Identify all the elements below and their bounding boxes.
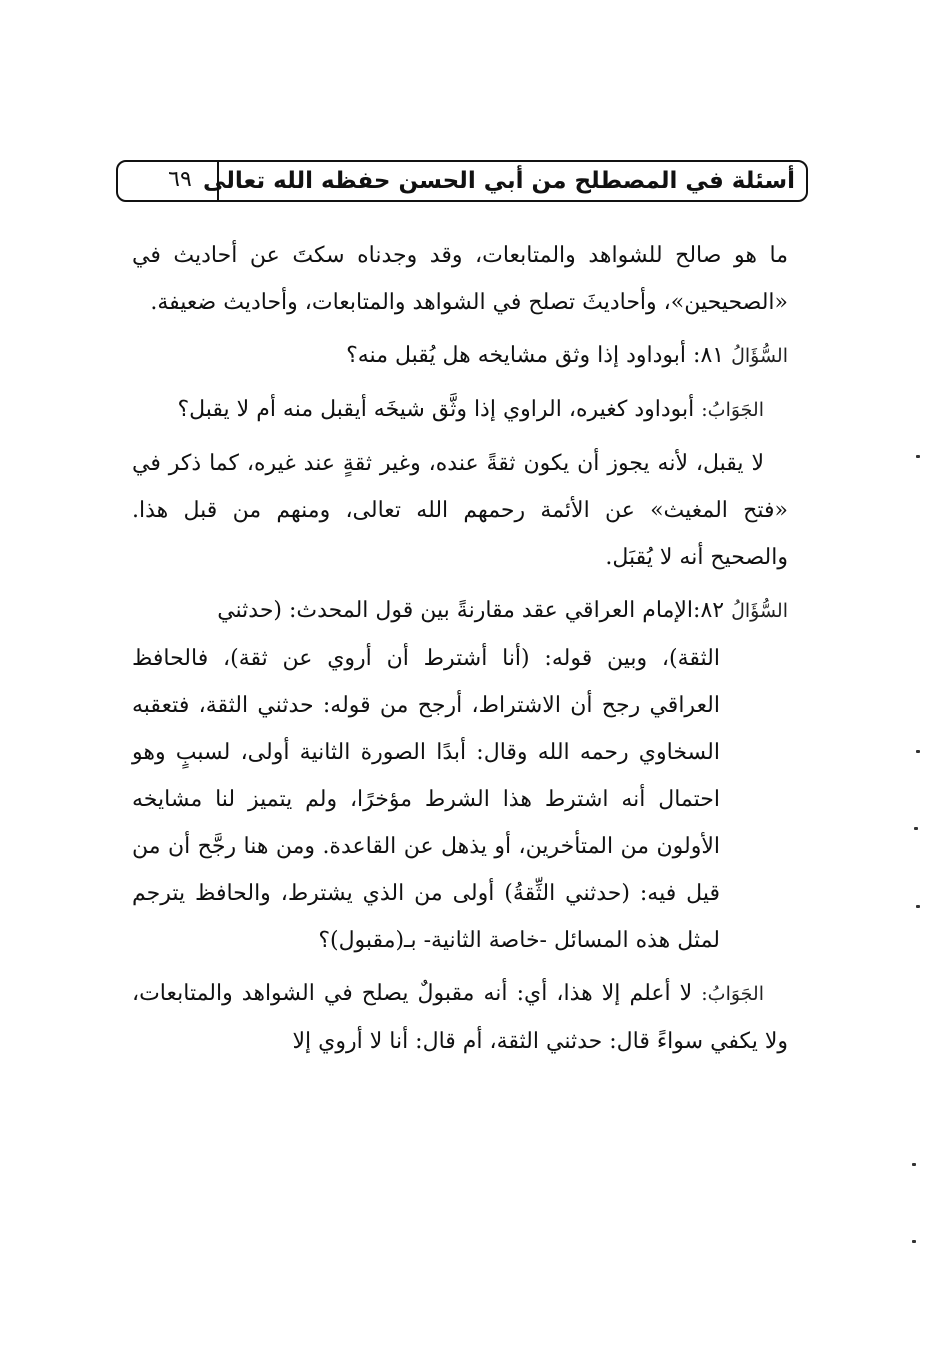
page-number: ٦٩ — [168, 167, 192, 192]
running-title: أسئلة في المصطلح من أبي الحسن حفظه الله تعالى — [202, 168, 795, 194]
answer-label: الجَوَابُ: — [701, 983, 764, 1005]
scan-speck — [916, 455, 920, 458]
question-label: السُّؤَالُ — [731, 600, 788, 622]
answer-text: أبوداود كغيره، الراوي إذا وثَّق شيخَه أيقبل منه أم لا يقبل؟ — [177, 397, 695, 422]
question-text: ٨٢:الإمام العراقي عقد مقارنةً بين قول المحدث: (حدثني — [217, 598, 725, 623]
question-81 — [132, 332, 788, 380]
scan-speck — [916, 905, 920, 908]
scan-speck — [914, 827, 918, 830]
scan-speck — [912, 1163, 916, 1166]
question-82 — [132, 587, 788, 964]
answer-text: لا أعلم إلا هذا، أي: أنه مقبولٌ يصلح في الشواهد والمتابعات، ولا يكفي سواءً قال: حدثني الثقة، أم قال: أنا لا أروي إلا — [132, 981, 788, 1054]
page-content — [132, 232, 788, 1071]
scan-speck — [912, 1240, 916, 1243]
paragraph-continuation: ما هو صالح للشواهد والمتابعات، وقد وجدناه سكتَ عن أحاديث في «الصحيحين»، وأحاديثَ تصلح في الشواهد والمتابعات، وأحاديث ضعيفة. — [132, 243, 788, 315]
answer-81 — [132, 386, 788, 434]
answer-81-paragraph: لا يقبل، لأنه يجوز أن يكون ثقةً عنده، وغير ثقةٍ عند غيره، كما ذكر في «فتح المغيث» عن الأئمة رحمهم الله تعالى، ومنهم من قبل هذا. والصحيح أنه لا يُقبَل. — [132, 451, 788, 570]
question-text: ٨١: أبوداود إذا وثق مشايخه هل يُقبل منه؟ — [346, 343, 725, 368]
answer-label: الجَوَابُ: — [701, 399, 764, 421]
scan-speck — [916, 750, 920, 753]
answer-82 — [132, 970, 788, 1065]
question-82-continuation: الثقة)، وبين قوله: (أنا أشترط أن أروي عن ثقة)، فالحافظ العراقي رجح أن الاشتراط، أرجح من قوله: حدثني الثقة، فتعقبه السخاوي رحمه الله وقال: أبدًا الصورة الثانية أولى، لسببٍ وهو احتمال أنه اشترط هذا الشرط مؤخرًا، ولم يتميز لنا مشايخه الأولون من المتأخرين، أو يذهل عن القاعدة. ومن هنا رجَّح أن من قيل فيه: (حدثني الثِّقةُ) أولى من الذي يشترط، والحافظ يترجم لمثل هذه المسائل -خاصة الثانية- بـ(مقبول)؟ — [132, 646, 720, 953]
question-label: السُّؤَالُ — [731, 345, 788, 367]
question-82-first-line — [132, 587, 788, 635]
